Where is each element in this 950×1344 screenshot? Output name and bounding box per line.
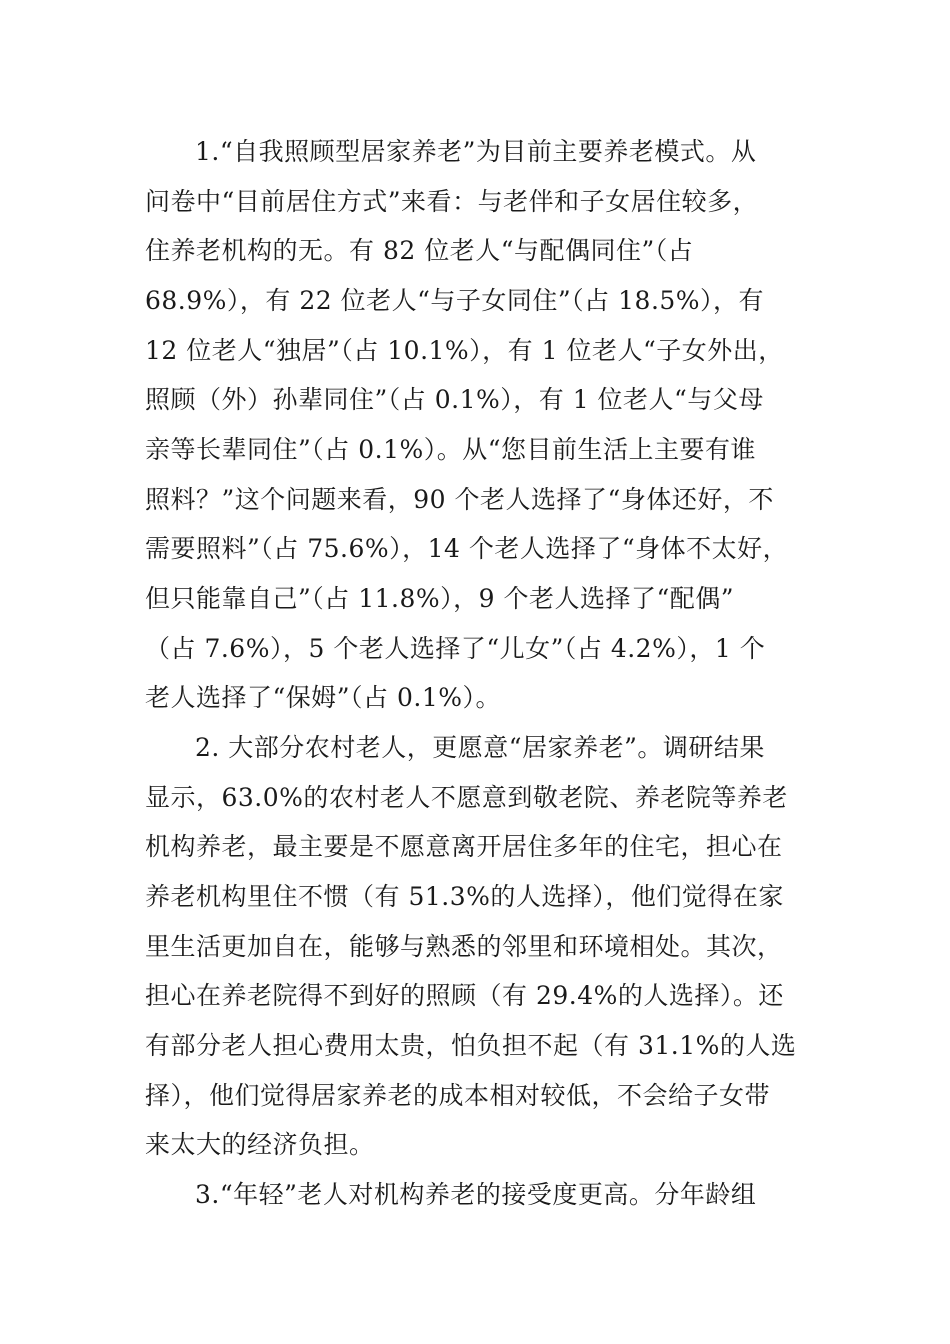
paragraph-2-line-3: 机构养老，最主要是不愿意离开居住多年的住宅，担心在	[145, 832, 783, 861]
paragraph-2-line-4: 养老机构里住不惯（有 51.3%的人选择），他们觉得在家	[145, 882, 784, 911]
paragraph-2-line-1: 2. 大部分农村老人，更愿意“居家养老”。调研结果	[195, 733, 765, 762]
paragraph-1-line-1: 1.“自我照顾型居家养老”为目前主要养老模式。从	[195, 137, 757, 166]
paragraph-1-line-11: （占 7.6%），5 个老人选择了“儿女”（占 4.2%），1 个	[145, 634, 766, 663]
paragraph-1-line-4: 68.9%），有 22 位老人“与子女同住”（占 18.5%），有	[145, 286, 765, 315]
paragraph-1-line-7: 亲等长辈同住”（占 0.1%）。从“您目前生活上主要有谁	[145, 435, 757, 464]
paragraph-1-line-3: 住养老机构的无。有 82 位老人“与配偶同住”（占	[145, 236, 694, 265]
paragraph-1-line-2: 问卷中“目前居住方式”来看：与老伴和子女居住较多，	[145, 187, 759, 216]
paragraph-2-line-9: 来太大的经济负担。	[145, 1130, 375, 1159]
paragraph-1-line-5: 12 位老人“独居”（占 10.1%），有 1 位老人“子女外出，	[145, 336, 784, 365]
paragraph-3-line-1: 3.“年轻”老人对机构养老的接受度更高。分年龄组	[195, 1180, 757, 1209]
paragraph-2-line-5: 里生活更加自在，能够与熟悉的邻里和环境相处。其次，	[145, 932, 783, 961]
paragraph-1-line-6: 照顾（外）孙辈同住”（占 0.1%），有 1 位老人“与父母	[145, 385, 764, 414]
paragraph-1-line-10: 但只能靠自己”（占 11.8%），9 个老人选择了“配偶”	[145, 584, 735, 613]
paragraph-1-line-9: 需要照料”（占 75.6%），14 个老人选择了“身体不太好，	[145, 534, 789, 563]
paragraph-2-line-7: 有部分老人担心费用太贵，怕负担不起（有 31.1%的人选	[145, 1031, 797, 1060]
paragraph-2-line-8: 择），他们觉得居家养老的成本相对较低，不会给子女带	[145, 1081, 771, 1110]
paragraph-1-line-8: 照料？”这个问题来看，90 个老人选择了“身体还好，不	[145, 485, 774, 514]
paragraph-2-line-2: 显示，63.0%的农村老人不愿意到敬老院、养老院等养老	[145, 783, 788, 812]
paragraph-1-line-12: 老人选择了“保姆”（占 0.1%）。	[145, 683, 502, 712]
paragraph-2-line-6: 担心在养老院得不到好的照顾（有 29.4%的人选择）。还	[145, 981, 784, 1010]
